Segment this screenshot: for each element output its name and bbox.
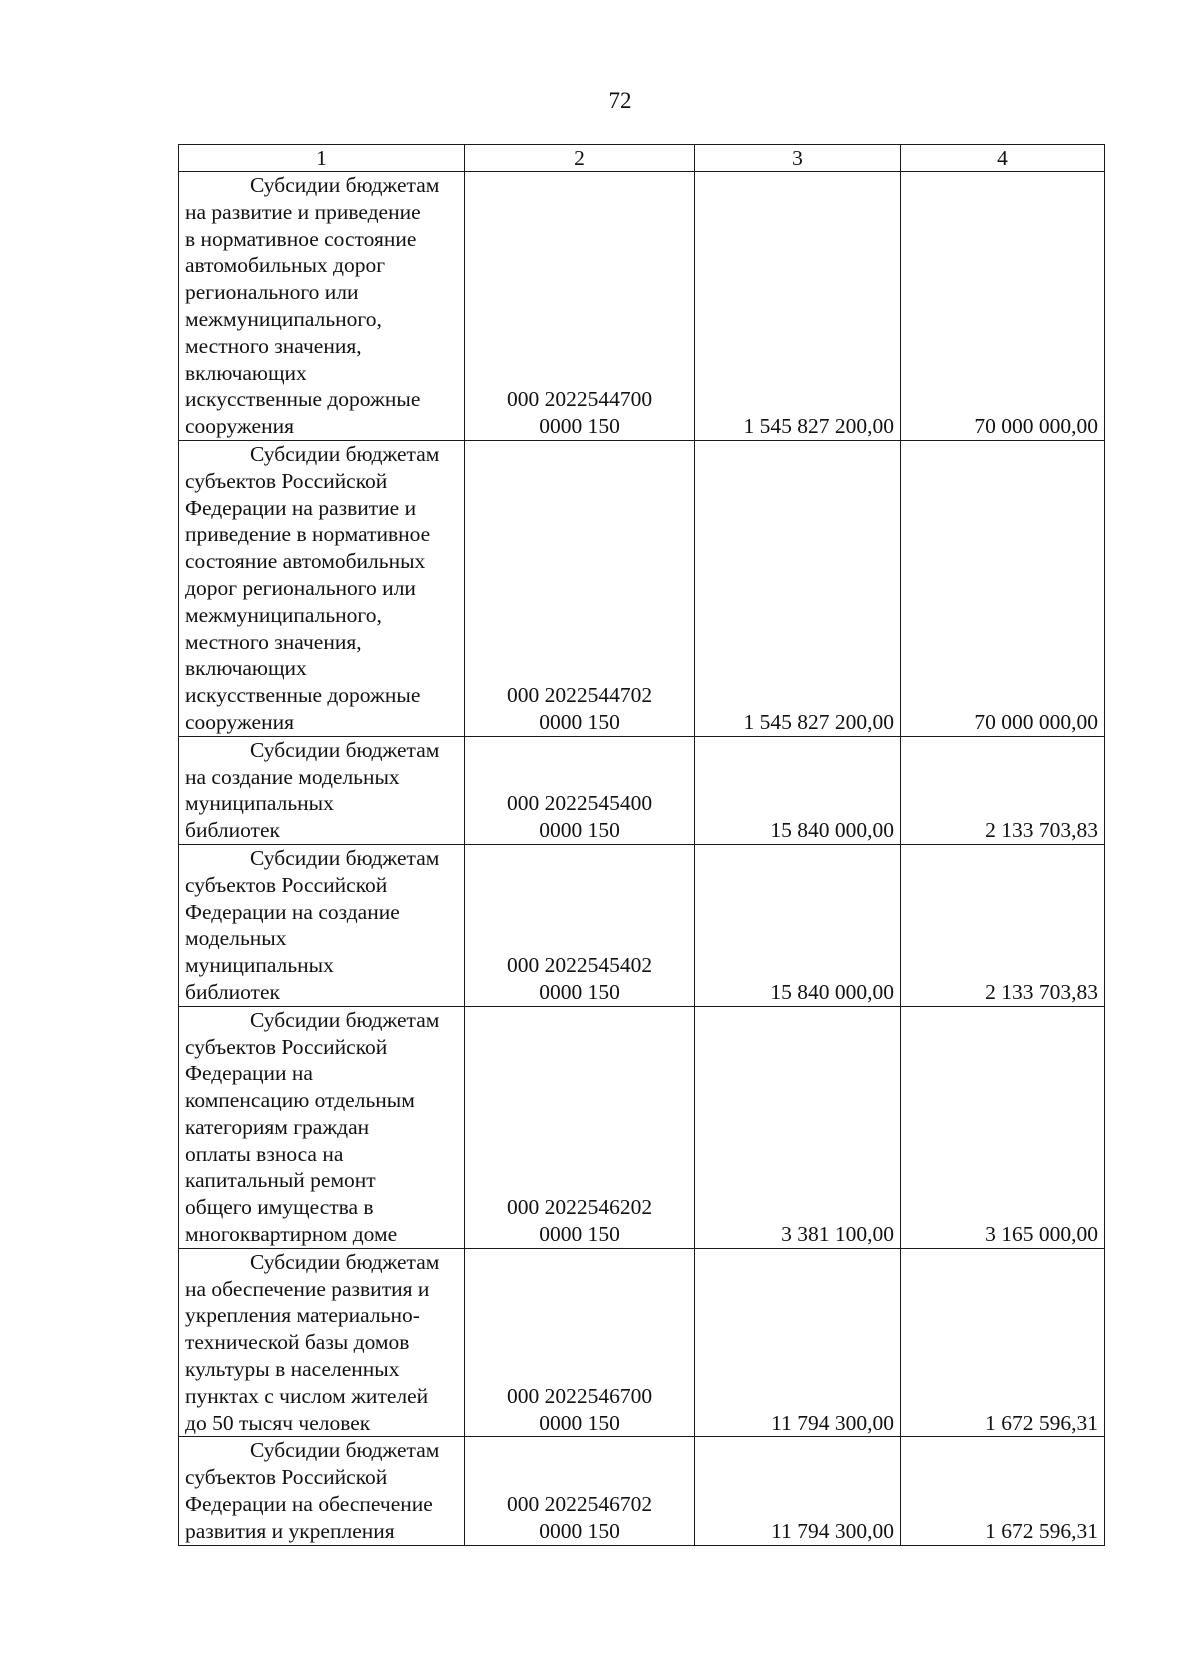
code-line: 0000 150	[539, 414, 620, 439]
description-line: укрепления материально-	[185, 1303, 420, 1328]
table-header	[179, 145, 1105, 172]
budget-classification-code	[465, 1248, 695, 1437]
amount-column-4: 2 133 703,83	[901, 736, 1105, 844]
table-body	[179, 172, 1105, 1546]
description-line: компенсацию отдельным	[185, 1088, 415, 1113]
column-header-1: 1	[179, 145, 465, 172]
code-line: 000 2022546702	[506, 1492, 653, 1517]
amount-column-4: 1 672 596,31	[901, 1437, 1105, 1545]
description-line: технической базы домов	[185, 1330, 410, 1355]
description-line: искусственные дорожные	[185, 387, 421, 412]
description-line: общего имущества в	[185, 1195, 374, 1220]
code-line: 000 2022545400	[506, 791, 653, 816]
description-line: в нормативное состояние	[185, 226, 417, 251]
description-line: модельных	[185, 926, 287, 951]
table-row	[179, 440, 1105, 736]
page-number: 72	[608, 88, 632, 113]
table-row	[179, 736, 1105, 844]
description-line: оплаты взноса на	[185, 1141, 344, 1166]
amount-column-3: 11 794 300,00	[695, 1248, 901, 1437]
description-line: местного значения,	[185, 333, 362, 358]
description-line: многоквартирном доме	[185, 1222, 398, 1247]
code-line: 000 2022546700	[506, 1383, 653, 1408]
code-line: 000 2022546202	[506, 1195, 653, 1220]
budget-classification-code	[465, 1006, 695, 1248]
budget-classification-code	[465, 1437, 695, 1545]
amount-column-3: 1 545 827 200,00	[695, 172, 901, 441]
column-header-4: 4	[901, 145, 1105, 172]
amount-column-3: 15 840 000,00	[695, 736, 901, 844]
description-line: Субсидии бюджетам	[250, 845, 440, 870]
description-line: дорог регионального или	[185, 575, 416, 600]
description-line: библиотек	[185, 979, 280, 1004]
description-line: на развитие и приведение	[185, 199, 421, 224]
row-description	[179, 172, 465, 441]
description-line: включающих	[185, 360, 307, 385]
code-line: 000 2022544702	[506, 683, 653, 708]
description-line: Субсидии бюджетам	[250, 737, 440, 762]
description-line: Федерации на развитие и	[185, 495, 417, 520]
amount-column-4: 1 672 596,31	[901, 1248, 1105, 1437]
column-header-2: 2	[465, 145, 695, 172]
row-description	[179, 1437, 465, 1545]
amount-column-3: 3 381 100,00	[695, 1006, 901, 1248]
budget-classification-code	[465, 736, 695, 844]
description-line: искусственные дорожные	[185, 683, 421, 708]
code-line: 0000 150	[539, 818, 620, 843]
code-line: 0000 150	[539, 979, 620, 1004]
description-line: Субсидии бюджетам	[250, 1007, 440, 1032]
amount-column-4: 70 000 000,00	[901, 440, 1105, 736]
code-line: 000 2022545402	[506, 953, 653, 978]
description-line: библиотек	[185, 818, 280, 843]
budget-classification-code	[465, 844, 695, 1006]
description-line: субъектов Российской	[185, 1034, 388, 1059]
description-line: состояние автомобильных	[185, 549, 426, 574]
description-line: Субсидии бюджетам	[250, 1438, 440, 1463]
description-line: Субсидии бюджетам	[250, 441, 440, 466]
row-description	[179, 1006, 465, 1248]
description-line: культуры в населенных	[185, 1357, 400, 1382]
code-line: 0000 150	[539, 1410, 620, 1435]
description-line: развития и укрепления	[185, 1518, 395, 1543]
table-row	[179, 1006, 1105, 1248]
table-row	[179, 1248, 1105, 1437]
description-line: категориям граждан	[185, 1114, 370, 1139]
row-description	[179, 440, 465, 736]
amount-column-3: 15 840 000,00	[695, 844, 901, 1006]
description-line: пунктах с числом жителей	[185, 1383, 429, 1408]
description-line: сооружения	[185, 709, 294, 734]
description-line: Федерации на обеспечение	[185, 1492, 433, 1517]
description-line: субъектов Российской	[185, 1465, 388, 1490]
table-row	[179, 844, 1105, 1006]
amount-column-4: 2 133 703,83	[901, 844, 1105, 1006]
description-line: на создание модельных	[185, 764, 400, 789]
row-description	[179, 736, 465, 844]
description-line: автомобильных дорог	[185, 253, 386, 278]
code-line: 0000 150	[539, 1222, 620, 1247]
description-line: муниципальных	[185, 953, 334, 978]
description-line: межмуниципального,	[185, 306, 382, 331]
description-line: Федерации на создание	[185, 899, 400, 924]
description-line: субъектов Российской	[185, 872, 388, 897]
row-description	[179, 844, 465, 1006]
description-line: Федерации на	[185, 1061, 313, 1086]
budget-classification-code	[465, 172, 695, 441]
description-line: капитальный ремонт	[185, 1168, 376, 1193]
description-line: включающих	[185, 656, 307, 681]
amount-column-3: 1 545 827 200,00	[695, 440, 901, 736]
description-line: Субсидии бюджетам	[250, 1249, 440, 1274]
column-header-3: 3	[695, 145, 901, 172]
code-line: 000 2022544700	[506, 387, 653, 412]
table-row	[179, 1437, 1105, 1545]
header-row	[179, 145, 1105, 172]
description-line: регионального или	[185, 280, 359, 305]
code-line: 0000 150	[539, 709, 620, 734]
description-line: межмуниципального,	[185, 602, 382, 627]
amount-column-4: 3 165 000,00	[901, 1006, 1105, 1248]
description-line: приведение в нормативное	[185, 522, 431, 547]
budget-classification-code	[465, 440, 695, 736]
description-line: до 50 тысяч человек	[185, 1410, 371, 1435]
description-line: местного значения,	[185, 629, 362, 654]
row-description	[179, 1248, 465, 1437]
description-line: сооружения	[185, 414, 294, 439]
budget-table	[178, 144, 1105, 1546]
description-line: субъектов Российской	[185, 468, 388, 493]
description-line: муниципальных	[185, 791, 334, 816]
code-line: 0000 150	[539, 1518, 620, 1543]
description-line: на обеспечение развития и	[185, 1276, 430, 1301]
description-line: Субсидии бюджетам	[250, 173, 440, 197]
table-row	[179, 172, 1105, 441]
amount-column-4: 70 000 000,00	[901, 172, 1105, 441]
amount-column-3: 11 794 300,00	[695, 1437, 901, 1545]
